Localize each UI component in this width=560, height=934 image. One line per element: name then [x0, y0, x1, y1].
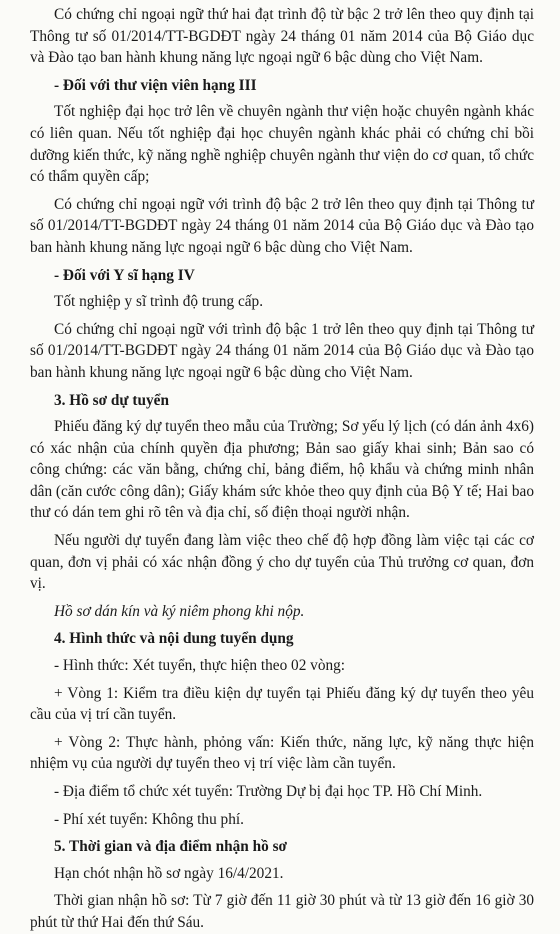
- heading-librarian-grade-3: - Đối với thư viện viên hạng III: [54, 76, 257, 94]
- note-sealed-dossier: Hồ sơ dán kín và ký niêm phong khi nộp.: [54, 602, 305, 620]
- heading-time-and-place: 5. Thời gian và địa điểm nhận hồ sơ: [54, 838, 288, 856]
- paragraph-foreign-language-2: Có chứng chỉ ngoại ngữ thứ hai đạt trình độ từ bậc 2 trở lên theo quy định tại Thông tư số 01/2014/TT-BGDĐT ngày 24 tháng 01 năm 2014 của Bộ Giáo dục và Đào tạo ban hành khung năng lực ngoại ngữ 6 bậc dùng cho Việt Nam.: [30, 6, 534, 67]
- paragraph-librarian-language: Có chứng chỉ ngoại ngữ với trình độ bậc 2 trở lên theo quy định tại Thông tư số 01/2014/TT-BGDĐT ngày 24 tháng 01 năm 2014 của Bộ Giáo dục và Đào tạo ban hành khung năng lực ngoại ngữ 6 bậc dùng cho Việt Nam.: [30, 195, 534, 256]
- paragraph-employed-applicants: Nếu người dự tuyển đang làm việc theo chế độ hợp đồng làm việc tại các cơ quan, đơn vị phải có xác nhận đồng ý cho dự tuyển của Thủ trưởng cơ quan, đơn vị.: [30, 532, 534, 593]
- paragraph-physician-degree: Tốt nghiệp y sĩ trình độ trung cấp.: [54, 293, 264, 311]
- item-round-2: + Vòng 2: Thực hành, phỏng vấn: Kiến thức, năng lực, kỹ năng thực hiện nhiệm vụ của người dự tuyển theo vị trí việc làm cần tuyển.: [30, 733, 534, 773]
- item-recruitment-method: - Hình thức: Xét tuyển, thực hiện theo 02 vòng:: [54, 657, 346, 675]
- paragraph-office-hours: Thời gian nhận hồ sơ: Từ 7 giờ đến 11 giờ 30 phút và từ 13 giờ đến 16 giờ 30 phút từ thứ Hai đến thứ Sáu.: [30, 892, 534, 931]
- item-round-1: + Vòng 1: Kiểm tra điều kiện dự tuyển tại Phiếu đăng ký dự tuyển theo yêu cầu của vị trí cần tuyển.: [30, 684, 534, 724]
- paragraph-dossier-items: Phiếu đăng ký dự tuyển theo mẫu của Trường; Sơ yếu lý lịch (có dán ảnh 4x6) có xác nhận của chính quyền địa phương; Bản sao giấy khai sinh; Bản sao có công chứng: các văn bằng, chứng chỉ, bảng điểm, hộ khẩu và chứng minh nhân dân (căn cước công dân); Giấy khám sức khỏe theo quy định của Bộ Y tế; Hai bao thư có dán tem ghi rõ tên và địa chỉ, số điện thoại người nhận.: [30, 418, 534, 522]
- item-venue: - Địa điểm tổ chức xét tuyển: Trường Dự bị đại học TP. Hồ Chí Minh.: [54, 783, 483, 800]
- heading-recruitment-form: 4. Hình thức và nội dung tuyển dụng: [54, 630, 294, 648]
- paragraph-physician-language: Có chứng chỉ ngoại ngữ với trình độ bậc 1 trở lên theo quy định tại Thông tư số 01/2014/TT-BGDĐT ngày 24 tháng 01 năm 2014 của Bộ Giáo dục và Đào tạo ban hành khung năng lực ngoại ngữ 6 bậc dùng cho Việt Nam.: [30, 320, 534, 381]
- heading-physician-assistant-grade-4: - Đối với Y sĩ hạng IV: [54, 266, 195, 284]
- item-fee: - Phí xét tuyển: Không thu phí.: [54, 810, 244, 828]
- item-deadline: Hạn chót nhận hồ sơ ngày 16/4/2021.: [54, 864, 284, 882]
- heading-application-dossier: 3. Hồ sơ dự tuyển: [54, 391, 169, 409]
- paragraph-librarian-degree: Tốt nghiệp đại học trở lên về chuyên ngành thư viện hoặc chuyên ngành khác có liên quan. Nếu tốt nghiệp đại học chuyên ngành khác phải có chứng chỉ bồi dưỡng kiến thức, kỹ năng nghề nghiệp chuyên ngành thư viện do cơ quan, tổ chức có thẩm quyền cấp;: [30, 103, 534, 186]
